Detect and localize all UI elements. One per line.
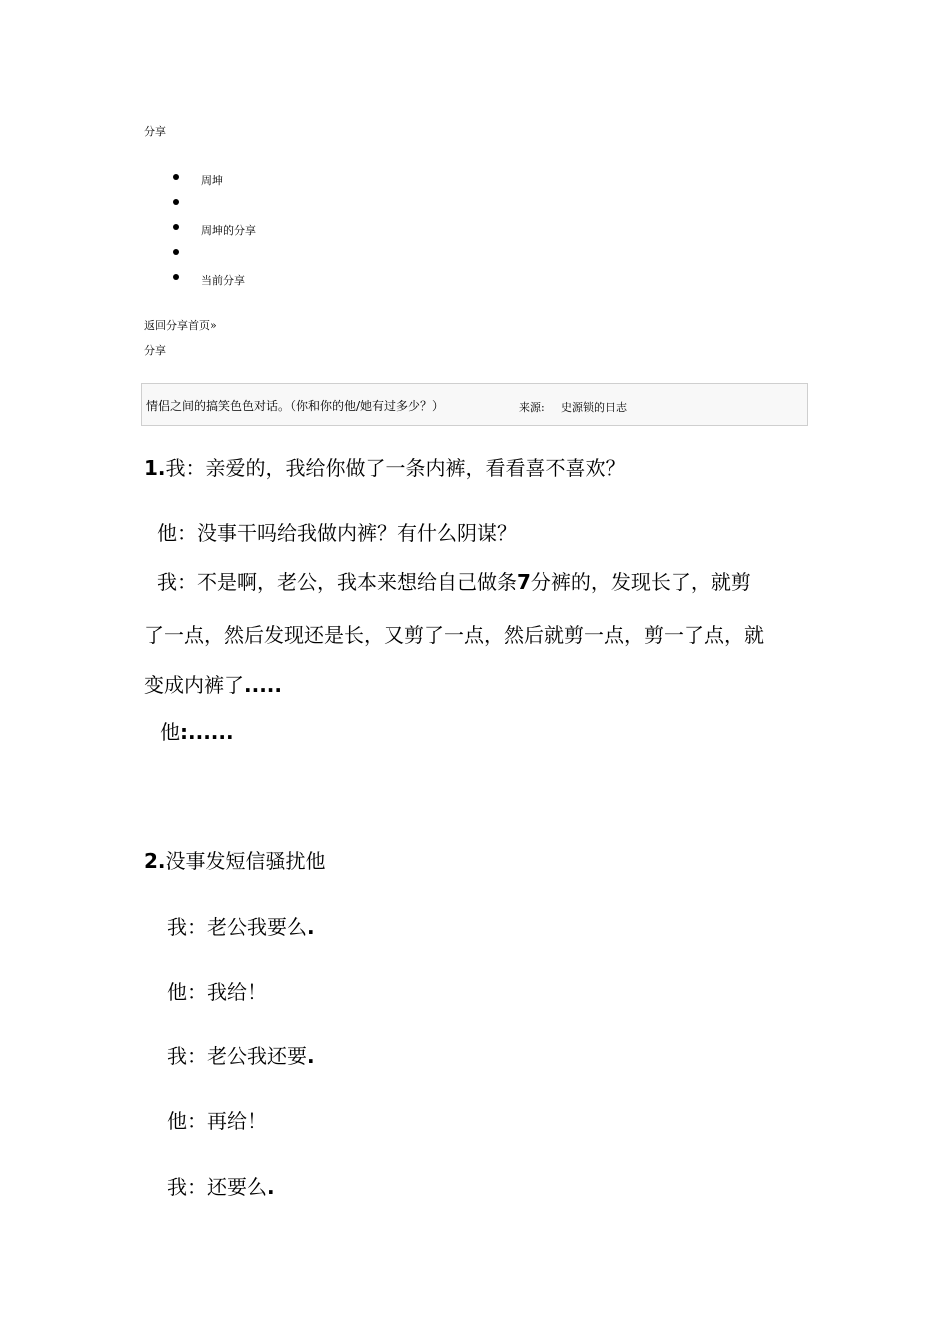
nav-item-user[interactable]: [0, 166, 400, 191]
share-title: 情侣之间的搞笑色色对话。（你和你的他/她有过多少？）: [146, 399, 445, 413]
back-to-share-home-link[interactable]: 返回分享首页»: [144, 319, 217, 332]
bullet-icon: [173, 249, 179, 255]
bullet-icon: [173, 224, 179, 230]
bullet-icon: [173, 199, 179, 205]
bullet-icon: [173, 174, 179, 180]
section-2-heading: 2.没事发短信骚扰他: [144, 849, 326, 873]
nav-item-user-shares[interactable]: [0, 216, 400, 241]
dialogue-line: 了一点，然后发现还是长，又剪了一点，然后就剪一点，剪一了点，就: [144, 623, 764, 647]
nav-item-empty: [0, 191, 400, 216]
nav-link-user-shares[interactable]: 周坤的分享: [201, 224, 256, 237]
dialogue-line: 他：我给！: [167, 980, 267, 1004]
dialogue-line: 我：老公我要么.: [167, 915, 315, 939]
dialogue-line: 他:......: [160, 720, 234, 744]
source-link[interactable]: 史源锁的日志: [561, 401, 627, 414]
dialogue-line: 变成内裤了.....: [144, 673, 282, 697]
bullet-icon: [173, 274, 179, 280]
dialogue-line: 他：再给！: [167, 1109, 267, 1133]
nav-item-current-share: [0, 266, 400, 291]
dialogue-line: 他：没事干吗给我做内裤？有什么阴谋？: [157, 521, 517, 545]
nav-item-empty: [0, 241, 400, 266]
dialogue-line: 我：不是啊，老公，我本来想给自己做条7分裤的，发现长了，就剪: [157, 570, 751, 594]
nav-current-label: 当前分享: [201, 274, 245, 287]
dialogue-line: 我：老公我还要.: [167, 1044, 315, 1068]
share-heading: 分享: [144, 344, 166, 357]
share-label: 分享: [144, 125, 166, 138]
nav-link-user[interactable]: 周坤: [201, 174, 223, 187]
share-source-box: [141, 383, 808, 426]
dialogue-line: 我：还要么.: [167, 1175, 275, 1199]
section-1-heading: 1.我：亲爱的，我给你做了一条内裤，看看喜不喜欢？: [144, 456, 626, 480]
source-label: 来源:: [519, 401, 545, 414]
breadcrumb-nav: [0, 166, 400, 291]
